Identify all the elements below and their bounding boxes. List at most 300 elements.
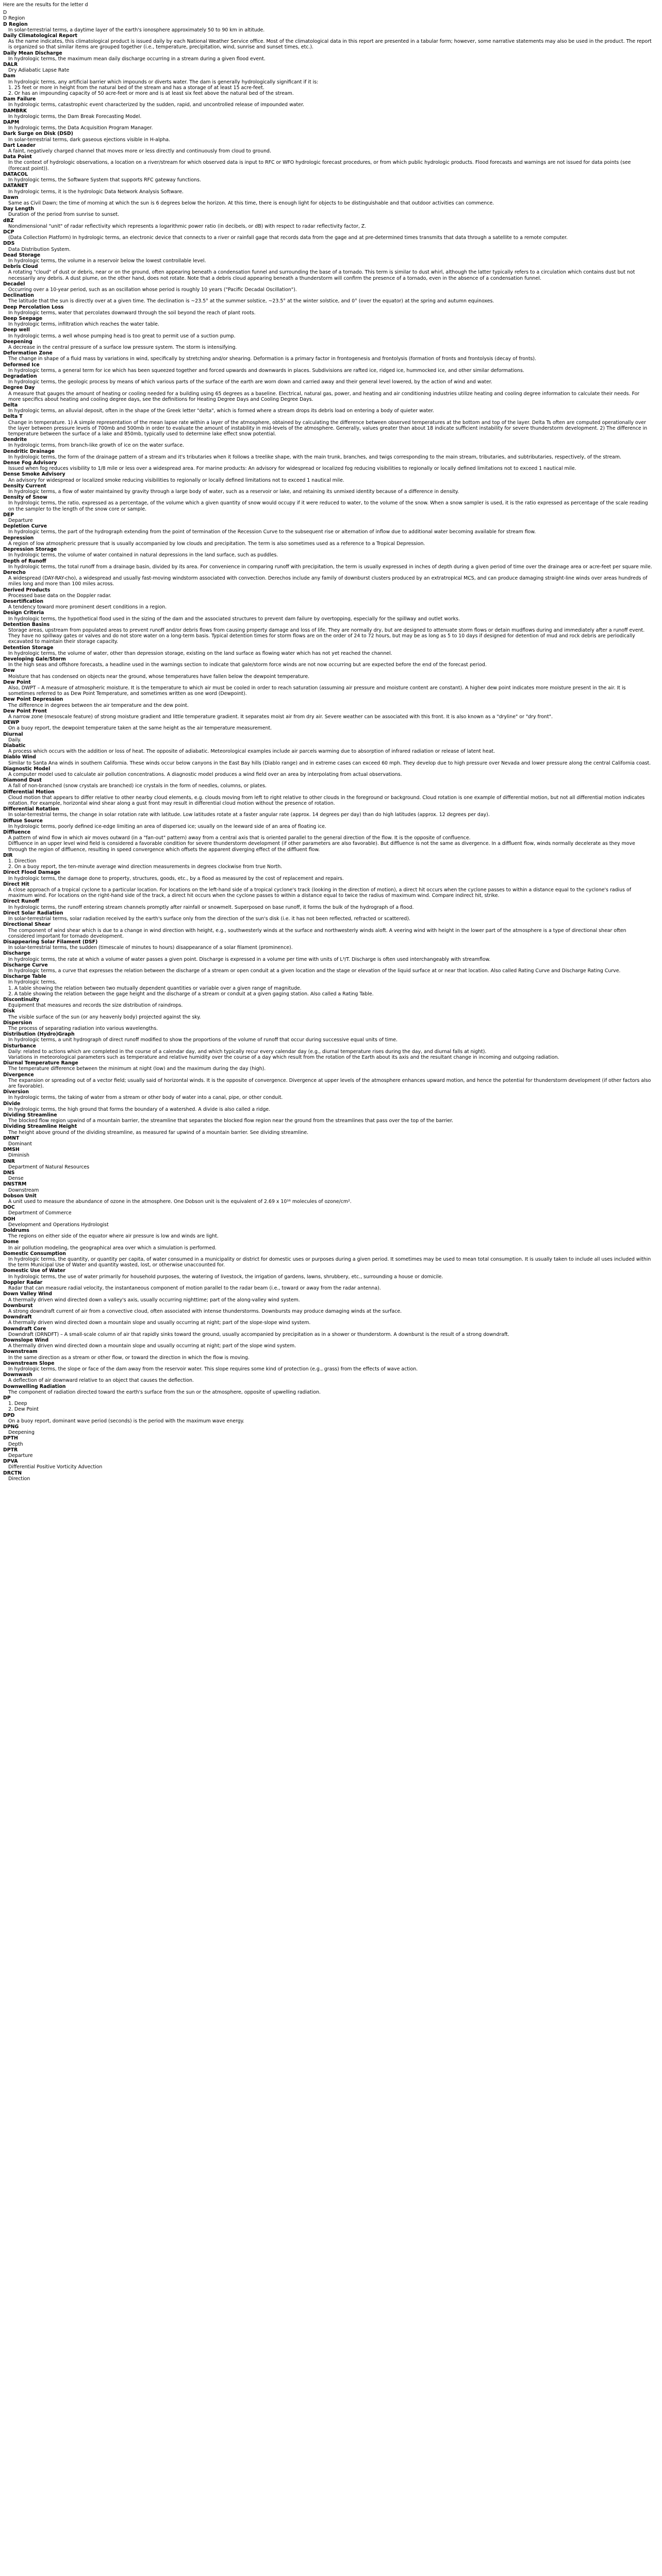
- glossary-definition: On a buoy report, dominant wave period (seconds) is the period with the maximum wave energy.: [8, 1418, 244, 1424]
- glossary-definition: In hydrologic terms, the quantity, or quantity per capita, of water consumed in a municipality or district for domestic uses or purposes during a given period. It sometimes may be used to mean total consumption. It is usually taken to include all uses included within the term Municipal Use of Water and quantity wasted, lost, or otherwise unaccounted for.: [8, 1257, 651, 1268]
- letter-subheading: D Region: [3, 15, 25, 22]
- glossary-definition: 2. On a buoy report, the ten-minute average wind direction measurements in degrees clockwise from true North.: [8, 864, 283, 870]
- glossary-term: Discharge Table: [3, 974, 46, 980]
- glossary-definition: A pattern of wind flow in which air moves outward (in a "fan-out" pattern) away from a central axis that is oriented parallel to the general direction of the flow. It is the opposite of confluence.: [8, 835, 471, 841]
- glossary-term: Dispersion: [3, 1020, 32, 1026]
- glossary-list: [3, 22, 653, 1482]
- glossary-term: Doppler Radar: [3, 1279, 43, 1285]
- glossary-entry: [3, 316, 653, 327]
- glossary-term: Degradation: [3, 374, 37, 379]
- glossary-entry: [3, 645, 653, 656]
- glossary-definition: Downstream: [8, 1187, 39, 1193]
- glossary-entry: [3, 680, 653, 697]
- glossary-definition: A thermally driven wind directed down a mountain slope and usually occurring at night; part of the slope-slope wind system.: [8, 1320, 311, 1326]
- glossary-term: Dam Failure: [3, 96, 36, 103]
- glossary-entry: [3, 437, 653, 448]
- glossary-entry: [3, 587, 653, 599]
- glossary-entry: [3, 610, 653, 621]
- glossary-term: Depression: [3, 535, 34, 541]
- glossary-entry: [3, 1008, 653, 1020]
- glossary-entry: [3, 1435, 653, 1447]
- glossary-entry: [3, 708, 653, 720]
- glossary-entry: [3, 304, 653, 316]
- glossary-definition: Issued when fog reduces visibility to 1/8 mile or less over a widespread area. For marine products: An advisory for widespread or localized fog reducing visibilities to regionally or locally defined limitations not to exceed 1 nautical mile.: [8, 466, 576, 472]
- glossary-term: Dart Leader: [3, 142, 36, 148]
- results-intro: Here are the results for the letter d: [3, 2, 88, 8]
- glossary-definition: Data Distribution System.: [8, 246, 71, 252]
- glossary-term: Depth of Runoff: [3, 558, 46, 564]
- glossary-definition: 2. Dew Point: [8, 1406, 39, 1413]
- glossary-definition: Deepening: [8, 1430, 35, 1436]
- glossary-definition: Storage areas, upstream from populated areas to prevent runoff and/or debris flows from causing property damage and loss of life. They are normally dry, but are designed to attenuate storm flows or detain mudflows during and immediately after a runoff event. They have no spillway gates or valves and do not store water on a long-term basis. Typical detention times for storm flows are on the order of 24 to 72 hours, but may be as long as 5 to 10 days if designed for detention of mud and rock debris are periodically excavated to maintain their storage capacity.: [8, 627, 645, 645]
- glossary-definition: Daily.: [8, 737, 22, 743]
- glossary-entry: [3, 951, 653, 962]
- glossary-term: Deformation Zone: [3, 350, 53, 357]
- glossary-term: Dividing Streamline: [3, 1112, 57, 1118]
- glossary-definition: In hydrologic terms, a flow of water maintained by gravity through a large body of water, such as a reservoir or lake, and retaining its unmixed identity because of a difference in density.: [8, 489, 459, 495]
- glossary-term: Degree Day: [3, 385, 35, 391]
- glossary-term: Domestic Use of Water: [3, 1268, 65, 1274]
- glossary-definition: The component of radiation directed toward the earth's surface from the sun or the atmosphere, opposite of upwelling radiation.: [8, 1389, 321, 1395]
- glossary-term: Detention Basins: [3, 621, 50, 628]
- glossary-term: Disk: [3, 1008, 15, 1014]
- glossary-definition: A computer model used to calculate air pollution concentrations. A diagnostic model produces a wind field over an area by interpolating from actual observations.: [8, 772, 402, 778]
- glossary-definition: A thermally driven wind directed down a valley's axis, usually occurring nighttime; part of the along-valley wind system.: [8, 1297, 300, 1303]
- glossary-term: Downwash: [3, 1372, 32, 1378]
- glossary-definition: Dense: [8, 1176, 24, 1182]
- glossary-definition: In hydrologic terms, a curve that expresses the relation between the discharge of a stream or open conduit at a given location and the stage or elevation of the liquid surface at or near that location. Also called Rating Curve and Discharge Rating Curve.: [8, 968, 621, 974]
- glossary-entry: [3, 1251, 653, 1268]
- glossary-entry: [3, 1228, 653, 1239]
- glossary-term: Dendritic Drainage: [3, 448, 55, 454]
- glossary-entry: [3, 1060, 653, 1072]
- glossary-term: Diabatic: [3, 743, 26, 749]
- glossary-definition: In solar-terrestrial terms, solar radiation received by the earth's surface only from the direction of the sun's disk (i.e. it has not been reflected, refracted or scattered).: [8, 916, 410, 922]
- glossary-entry: [3, 732, 653, 743]
- glossary-entry: [3, 1384, 653, 1395]
- glossary-definition: Variations in meteorological parameters such as temperature and relative humidity over the course of a day which result from the rotation of the Earth about its axis and the resultant change in incoming and outgoing radiation.: [8, 1054, 559, 1060]
- glossary-definition: (Data Collection Platform) In hydrologic terms, an electronic device that connects to a river or rainfall gage that records data from the gage and at pre-determined times transmits that data through a satellite to a remote computer.: [8, 235, 568, 241]
- glossary-definition: A narrow zone (mesoscale feature) of strong moisture gradient and little temperature gradient. It separates moist air from dry air. Severe weather can be associated with this front. It is also known as a "dryline" or "dry front".: [8, 714, 553, 720]
- glossary-definition: In hydrologic terms, the form of the drainage pattern of a stream and it's tributaries when it follows a treelike shape, with the main trunk, branches, and twigs corresponding to the main stream, tributaries, and subtributaries, respectively, of the stream.: [8, 454, 622, 460]
- glossary-definition: Differential Positive Vorticity Advection: [8, 1464, 103, 1470]
- glossary-definition: In hydrologic terms, it is the hydrologic Data Network Analysis Software.: [8, 189, 184, 195]
- glossary-definition: Development and Operations Hydrologist: [8, 1222, 109, 1228]
- glossary-entry: [3, 22, 653, 33]
- glossary-entry: [3, 1303, 653, 1314]
- glossary-term: DRCTN: [3, 1470, 22, 1476]
- glossary-definition: A unit used to measure the abundance of ozone in the atmosphere. One Dobson unit is the equivalent of 2.69 x 10¹⁶ molecules of ozone/cm².: [8, 1199, 352, 1205]
- glossary-definition: In hydrologic terms, the ratio, expressed as a percentage, of the volume which a given quantity of snow would occupy if it were reduced to water, to the volume of the snow. When a snow sampler is used, it is the ratio expressed as percentage of the scale reading on the sampler to the length of the snow core or sample.: [8, 500, 648, 512]
- glossary-term: Distribution (Hydro)Graph: [3, 1031, 75, 1038]
- glossary-definition: A faint, negatively charged channel that moves more or less directly and continuously from cloud to ground.: [8, 148, 271, 155]
- glossary-term: Dew Point Depression: [3, 697, 63, 703]
- glossary-definition: In hydrologic terms, a general term for ice which has been squeezed together and forced upwards and downwards in places. Subdivisions are rafted ice, ridged ice, hummocked ice, and other similar deformations.: [8, 367, 524, 374]
- glossary-entry: [3, 910, 653, 922]
- glossary-definition: Change in temperature. 1) A simple representation of the mean lapse rate within a layer of the atmosphere, obtained by calculating the difference between observed temperatures at the bottom and top of the layer. Delta Ts often are computed operationally over the layer between pressure levels of 700mb and 500mb in order to evaluate the amount of instability in mid-levels of the atmosphere. Generally, values greater than about 18 indicate sufficient instability for severe thunderstorm development. 2) The difference in temperature between the surface of a lake and 850mb, typically used to determine lake effect snow potential.: [8, 419, 648, 437]
- glossary-entry: [3, 1447, 653, 1459]
- glossary-term: Domestic Consumption: [3, 1250, 66, 1257]
- glossary-definition: Department of Natural Resources: [8, 1164, 90, 1170]
- glossary-definition: Duration of the period from sunrise to sunset.: [8, 212, 120, 218]
- glossary-entry: [3, 766, 653, 777]
- glossary-entry: [3, 789, 653, 807]
- glossary-term: Daily Climatological Report: [3, 33, 78, 39]
- glossary-term: Density Current: [3, 483, 46, 489]
- glossary-entry: [3, 870, 653, 881]
- glossary-term: Dew: [3, 668, 15, 674]
- glossary-term: Down Valley Wind: [3, 1291, 52, 1297]
- glossary-term: DEP: [3, 512, 14, 518]
- glossary-entry: [3, 1326, 653, 1337]
- glossary-entry: [3, 154, 653, 172]
- glossary-term: Density of Snow: [3, 495, 47, 501]
- glossary-entry: [3, 754, 653, 766]
- glossary-definition: 1. A table showing the relation between two mutually dependent quantities or variable over a given range of magnitude.: [8, 985, 302, 991]
- glossary-term: Directional Shear: [3, 922, 51, 928]
- glossary-definition: 2. A table showing the relation between the gage height and the discharge of a stream or conduit at a given gaging station. Also called a Rating Table.: [8, 991, 374, 997]
- glossary-definition: The temperature difference between the minimum at night (low) and the maximum during the day (high).: [8, 1066, 266, 1072]
- glossary-definition: In hydrologic terms, water that percolates downward through the soil beyond the reach of plant roots.: [8, 310, 256, 316]
- glossary-term: Downslope Wind: [3, 1337, 49, 1343]
- glossary-term: Diffuse Source: [3, 818, 43, 824]
- glossary-entry: [3, 172, 653, 183]
- glossary-term: Downdraft Core: [3, 1326, 46, 1332]
- glossary-term: Differential Rotation: [3, 806, 59, 812]
- glossary-definition: A process which occurs with the addition or loss of heat. The opposite of adiabatic. Meteorological examples include air parcels warming due to absorption of infrared radiation or release of latent heat.: [8, 749, 495, 755]
- glossary-entry: [3, 252, 653, 264]
- glossary-definition: Departure: [8, 1452, 33, 1459]
- glossary-definition: Department of Commerce: [8, 1210, 72, 1216]
- glossary-term: DPD: [3, 1412, 15, 1418]
- glossary-entry: [3, 1181, 653, 1193]
- glossary-definition: The latitude that the sun is directly over at a given time. The declination is ~23.5° at the summer solstice, ~23.5° at the winter solstice, and 0° (over the equator) at the spring and autumn equinoxes.: [8, 298, 494, 304]
- glossary-term: Debris Cloud: [3, 264, 38, 270]
- glossary-entry: [3, 1413, 653, 1424]
- glossary-entry: [3, 1216, 653, 1228]
- glossary-definition: 1. Direction: [8, 858, 37, 865]
- glossary-entry: [3, 195, 653, 206]
- glossary-entry: [3, 939, 653, 951]
- glossary-definition: A decrease in the central pressure of a surface low pressure system. The storm is intensifying.: [8, 344, 237, 350]
- glossary-term: Discharge: [3, 951, 30, 957]
- glossary-term: DPNG: [3, 1423, 19, 1430]
- glossary-term: Diurnal: [3, 731, 23, 737]
- glossary-definition: In hydrologic terms, a well whose pumping head is too great to permit use of a suction pump.: [8, 333, 236, 339]
- glossary-entry: [3, 599, 653, 610]
- glossary-definition: In the same direction as a stream or other flow, or toward the direction in which the flow is moving.: [8, 1354, 250, 1361]
- letter-heading: D: [3, 10, 7, 16]
- glossary-entry: [3, 547, 653, 558]
- glossary-definition: Same as Civil Dawn; the time of morning at which the sun is 6 degrees below the horizon. At this time, there is enough light for objects to be distinguishable and that outdoor activities can commence.: [8, 200, 494, 206]
- glossary-definition: The component of wind shear which is due to a change in wind direction with height, e.g., southwesterly winds at the surface and northwesterly winds aloft. A veering wind with height in the lower part of the atmosphere is a type of directional shear often considered important for tornado development.: [8, 927, 626, 939]
- glossary-term: DALR: [3, 62, 18, 68]
- glossary-definition: 1. Deep: [8, 1401, 27, 1407]
- glossary-term: Doldrums: [3, 1228, 29, 1234]
- glossary-entry: [3, 1112, 653, 1124]
- glossary-definition: Occurring over a 10-year period, such as an oscillation whose period is roughly 10 years ("Pacific Decadal Oscillation").: [8, 286, 297, 293]
- glossary-term: Deformed Ice: [3, 362, 40, 368]
- glossary-term: Direct Runoff: [3, 899, 39, 905]
- glossary-definition: In hydrologic terms, the taking of water from a stream or other body of water into a canal, pipe, or other conduit.: [8, 1095, 283, 1101]
- glossary-definition: In solar-terrestrial terms, dark gaseous ejections visible in H-alpha.: [8, 137, 171, 143]
- glossary-term: Derecho: [3, 569, 26, 575]
- glossary-entry: [3, 120, 653, 131]
- glossary-term: DNR: [3, 1158, 15, 1164]
- glossary-term: Deep Seepage: [3, 315, 43, 321]
- glossary-term: Disappearing Solar Filament (DSF): [3, 939, 98, 945]
- glossary-term: Deep Percolation Loss: [3, 304, 64, 310]
- glossary-entry: [3, 899, 653, 910]
- glossary-term: Downstream Slope: [3, 1360, 55, 1366]
- glossary-definition: In hydrologic terms, an alluvial deposit, often in the shape of the Greek letter "delta", which is formed where a stream drops its debris load on entering a body of quieter water.: [8, 408, 434, 414]
- glossary-entry: [3, 882, 653, 899]
- glossary-entry: [3, 1089, 653, 1100]
- glossary-entry: [3, 293, 653, 304]
- glossary-term: DATANET: [3, 183, 28, 189]
- glossary-entry: [3, 697, 653, 708]
- glossary-definition: Direction: [8, 1476, 30, 1482]
- glossary-definition: Nondimensional "unit" of radar reflectivity which represents a logarithmic power ratio (in decibels, or dB) with respect to radar reflectivity factor, Z.: [8, 223, 367, 229]
- glossary-definition: As the name indicates, this climatological product is issued daily by each National Weather Service office. Most of the climatological data in this report are presented in a tabular form; however, some narrative statements may also be used in the product. The report is organized so that similar items are grouped together (i.e., temperature, precipitation, wind, sunrise and sunset times, etc.).: [8, 39, 652, 50]
- glossary-entry: [3, 1349, 653, 1360]
- glossary-entry: [3, 535, 653, 547]
- glossary-term: Diurnal Temperature Range: [3, 1060, 78, 1066]
- glossary-entry: [3, 1159, 653, 1170]
- glossary-term: Delta T: [3, 414, 23, 420]
- glossary-term: D Region: [3, 21, 28, 27]
- glossary-entry: [3, 656, 653, 668]
- glossary-entry: [3, 1136, 653, 1147]
- glossary-entry: [3, 1170, 653, 1181]
- glossary-term: Day Length: [3, 206, 35, 212]
- glossary-definition: In hydrologic terms, the maximum mean daily discharge occurring in a stream during a given flood event.: [8, 56, 266, 62]
- glossary-definition: In hydrologic terms, infiltration which reaches the water table.: [8, 321, 159, 328]
- glossary-entry: [3, 922, 653, 939]
- glossary-definition: Equipment that measures and records the size distribution of raindrops.: [8, 1003, 183, 1009]
- glossary-term: DDS: [3, 241, 15, 247]
- glossary-term: Diablo Wind: [3, 754, 36, 760]
- glossary-definition: In hydrologic terms, the slope or face of the dam away from the reservoir water. This slope requires some kind of protection (e.g., grass) from the effects of wave action.: [8, 1366, 418, 1372]
- glossary-entry: [3, 385, 653, 402]
- glossary-entry: [3, 62, 653, 73]
- glossary-definition: In hydrologic terms, poorly defined ice-edge limiting an area of dispersed ice; usually on the leeward side of an area of floating ice.: [8, 823, 326, 829]
- glossary-term: Downdraft: [3, 1314, 32, 1320]
- glossary-entry: [3, 449, 653, 460]
- glossary-term: Deep well: [3, 327, 30, 333]
- glossary-term: Dead Storage: [3, 252, 41, 258]
- glossary-entry: [3, 777, 653, 789]
- glossary-definition: Diminish: [8, 1153, 29, 1159]
- glossary-definition: In hydrologic terms, the volume of water, other than depression storage, existing on the land surface as flowing water which has not yet reached the channel.: [8, 650, 392, 656]
- glossary-entry: [3, 1124, 653, 1135]
- glossary-definition: In hydrologic terms, the runoff entering stream channels promptly after rainfall or snowmelt. Superposed on base runoff, it forms the bulk of the hydrograph of a flood.: [8, 904, 414, 910]
- glossary-definition: In air pollution modeling, the geographical area over which a simulation is performed.: [8, 1245, 217, 1251]
- glossary-entry: [3, 523, 653, 535]
- glossary-term: Dendrite: [3, 437, 27, 443]
- glossary-entry: [3, 1239, 653, 1250]
- glossary-definition: Diffluence in an upper level wind field is considered a favorable condition for severe thunderstorm development (if other parameters are also favorable). But diffluence is not the same as divergence. In a diffluent flow, winds normally decelerate as they move through the region of diffluence, resulting in speed convergence which offsets the apparent diverging effect of the diffluent flow.: [8, 841, 635, 853]
- glossary-definition: In the high seas and offshore forecasts, a headline used in the warnings section to indicate that gale/storm force winds are not now occurring but are expected before the end of the forecast period.: [8, 662, 487, 668]
- glossary-definition: The blocked flow region upwind of a mountain barrier, the streamline that separates the blocked flow region near the ground from the streamlines that pass over the top of the barrier.: [8, 1118, 454, 1124]
- glossary-term: Dew Point Front: [3, 708, 47, 714]
- glossary-definition: In hydrologic terms, the geologic process by means of which various parts of the surface of the earth are worn down and carried away and their general level lowered, by the action of wind and water.: [8, 379, 492, 385]
- glossary-term: Decadel: [3, 281, 25, 287]
- glossary-definition: In hydrologic terms, a unit hydrograph of direct runoff modified to show the proportions of the volume of runoff that occur during successive equal units of time.: [8, 1037, 398, 1043]
- glossary-definition: A rotating "cloud" of dust or debris, near or on the ground, often appearing beneath a condensation funnel and surrounding the base of a tornado. This term is similar to dust whirl, although the latter typically refers to a circulation which contains dust but not necessarily any debris. A dust plume, on the other hand, does not rotate. Note that a debris cloud appearing beneath a thunderstorm will confirm the presence of a tornado, even in the absence of a condensation funnel.: [8, 269, 635, 281]
- glossary-entry: [3, 327, 653, 338]
- glossary-entry: [3, 460, 653, 471]
- glossary-entry: [3, 362, 653, 374]
- glossary-term: Dome: [3, 1239, 19, 1245]
- glossary-term: DAMBRK: [3, 108, 27, 114]
- glossary-definition: The difference in degrees between the air temperature and the dew point.: [8, 702, 189, 708]
- glossary-entry: [3, 264, 653, 281]
- glossary-term: Discontinuity: [3, 996, 40, 1003]
- glossary-entry: [3, 1101, 653, 1112]
- glossary-term: Dam: [3, 73, 15, 79]
- glossary-entry: [3, 1147, 653, 1158]
- glossary-entry: [3, 495, 653, 512]
- glossary-term: Declination: [3, 293, 34, 299]
- glossary-entry: [3, 1291, 653, 1302]
- glossary-definition: In hydrologic terms, from branch-like growth of ice on the water surface.: [8, 443, 184, 449]
- glossary-entry: [3, 570, 653, 587]
- glossary-term: DNS: [3, 1170, 15, 1176]
- glossary-entry: [3, 471, 653, 483]
- glossary-definition: The height above ground of the dividing streamline, as measured far upwind of a mountain barrier. See dividing streamline.: [8, 1129, 309, 1136]
- glossary-definition: Cloud motion that appears to differ relative to other nearby cloud elements, e.g. clouds moving from left to right relative to other clouds in the foreground or background. Cloud rotation is one example of differential motion, but not all differential motion indicates rotation. For example, horizontal wind shear along a gust front may result in differential cloud motion without the presence of rotation.: [8, 794, 645, 807]
- glossary-entry: [3, 558, 653, 570]
- glossary-entry: [3, 829, 653, 853]
- glossary-definition: In hydrologic terms, the Dam Break Forecasting Model.: [8, 113, 142, 120]
- glossary-term: DIR: [3, 852, 13, 858]
- glossary-term: DP: [3, 1395, 11, 1401]
- glossary-entry: [3, 1020, 653, 1031]
- glossary-term: Developing Gale/Storm: [3, 656, 66, 662]
- glossary-definition: In hydrologic terms, catastrophic event characterized by the sudden, rapid, and uncontrolled release of impounded water.: [8, 102, 304, 108]
- glossary-definition: In hydrologic terms, the hypothetical flood used in the sizing of the dam and the associated structures to prevent dam failure by overtopping, especially for the spillway and outlet works.: [8, 616, 460, 622]
- glossary-term: Dense Fog Advisory: [3, 460, 57, 466]
- glossary-definition: Also, DWPT – A measure of atmospheric moisture. It is the temperature to which air must be cooled in order to reach saturation (assuming air pressure and moisture content are constant). A higher dew point indicates more moisture present in the air. It is sometimes referred to as Dew Point Temperature, and sometimes written as one word (Dewpoint).: [8, 685, 626, 697]
- glossary-term: DPTH: [3, 1435, 18, 1442]
- glossary-term: Discharge Curve: [3, 962, 48, 968]
- glossary-definition: In hydrologic terms, the Software System that supports RFC gateway functions.: [8, 177, 201, 183]
- glossary-definition: In hydrologic terms, the rate at which a volume of water passes a given point. Discharge is expressed in a volume per time with units of L³/T. Discharge is often used interchangeably with streamflow.: [8, 956, 491, 962]
- glossary-entry: [3, 414, 653, 437]
- glossary-term: DCP: [3, 229, 14, 235]
- glossary-term: Depletion Curve: [3, 523, 47, 530]
- glossary-term: DATACOL: [3, 171, 28, 177]
- glossary-term: Direct Hit: [3, 881, 29, 887]
- glossary-entry: [3, 622, 653, 645]
- glossary-term: Derived Products: [3, 587, 51, 593]
- glossary-entry: [3, 806, 653, 818]
- glossary-entry: [3, 339, 653, 350]
- glossary-definition: In hydrologic terms, the volume in a reservoir below the lowest controllable level.: [8, 258, 206, 264]
- glossary-entry: [3, 206, 653, 217]
- glossary-entry: [3, 229, 653, 241]
- glossary-term: Depression Storage: [3, 547, 57, 553]
- glossary-definition: The regions on either side of the equator where air pressure is low and winds are light.: [8, 1233, 219, 1240]
- glossary-term: Differential Motion: [3, 789, 55, 795]
- glossary-definition: Moisture that has condensed on objects near the ground, whose temperatures have fallen below the dewpoint temperature.: [8, 673, 310, 680]
- glossary-term: Detention Storage: [3, 645, 54, 651]
- glossary-entry: [3, 374, 653, 385]
- glossary-definition: In hydrologic terms, the damage done to property, structures, goods, etc., by a flood as measured by the cost of replacement and repairs.: [8, 875, 344, 882]
- glossary-entry: [3, 73, 653, 96]
- glossary-definition: A tendency toward more prominent desert conditions in a region.: [8, 604, 167, 611]
- glossary-definition: A thermally driven wind directed down a mountain slope and usually occurring at night; part of the slope wind system.: [8, 1343, 296, 1349]
- glossary-entry: [3, 1280, 653, 1291]
- glossary-term: Delta: [3, 402, 18, 409]
- glossary-definition: Processed base data on the Doppler radar.: [8, 592, 112, 599]
- glossary-term: DAPM: [3, 120, 20, 126]
- glossary-definition: Departure: [8, 518, 33, 524]
- glossary-definition: A widespread (DAY-RAY-cho), a widespread and usually fast-moving windstorm associated with convection. Derechos include any family of downburst clusters produced by an extratropical MCS, and can produce damaging straight-line winds over areas hundreds of miles long and more than 100 miles across.: [8, 575, 648, 587]
- glossary-entry: [3, 512, 653, 523]
- glossary-term: DPTR: [3, 1447, 18, 1453]
- glossary-entry: [3, 241, 653, 252]
- glossary-entry: [3, 1337, 653, 1349]
- glossary-term: Deepening: [3, 338, 32, 345]
- glossary-definition: A strong downdraft current of air from a convective cloud, often associated with intense thunderstorms. Downbursts may produce damaging winds at the surface.: [8, 1308, 402, 1314]
- glossary-entry: [3, 350, 653, 362]
- glossary-entry: [3, 1424, 653, 1435]
- glossary-definition: A deflection of air downward relative to an object that causes the deflection.: [8, 1378, 194, 1384]
- glossary-definition: A fall of non-branched (snow crystals are branched) ice crystals in the form of needles, columns, or plates.: [8, 783, 267, 789]
- glossary-definition: On a buoy report, the dewpoint temperature taken at the same height as the air temperature measurement.: [8, 725, 272, 732]
- glossary-entry: [3, 96, 653, 108]
- glossary-term: Downstream: [3, 1349, 38, 1355]
- glossary-entry: [3, 743, 653, 754]
- glossary-definition: The change in shape of a fluid mass by variations in wind, specifically by stretching and/or shearing. Deformation is a primary factor in frontogenesis and frontolysis (formation of fronts and frontolysis (decay of fronts).: [8, 356, 537, 362]
- glossary-term: DNSTRM: [3, 1181, 27, 1188]
- glossary-definition: In hydrologic terms, the total runoff from a drainage basin, divided by its area. For convenience in comparing runoff with precipitation, the term is usually expressed in inches of depth during a given period of time over the drainage area or acre-feet per square mile.: [8, 564, 652, 570]
- glossary-term: DPVA: [3, 1459, 18, 1465]
- glossary-term: DOC: [3, 1205, 15, 1211]
- glossary-definition: In hydrologic terms, the part of the hydrograph extending from the point of termination of the Recession Curve to the subsequent rise or alternation of inflow due to additional water becoming available for stream flow.: [8, 529, 536, 535]
- glossary-entry: [3, 997, 653, 1008]
- glossary-entry: [3, 818, 653, 829]
- glossary-definition: 2. Or has an impounding capacity of 50 acre-feet or more and is at least six feet above the natural bed of the stream.: [8, 91, 294, 97]
- glossary-definition: Similar to Santa Ana winds in southern California. These winds occur below canyons in the East Bay hills (Diablo range) and in extreme cases can exceed 60 mph. They develop due to high pressure over Nevada and lower pressure along the central California coast.: [8, 760, 651, 766]
- glossary-term: Dense Smoke Advisory: [3, 471, 65, 478]
- glossary-entry: [3, 131, 653, 142]
- glossary-entry: [3, 962, 653, 974]
- glossary-term: Direct Solar Radiation: [3, 910, 63, 916]
- glossary-entry: [3, 1193, 653, 1205]
- glossary-term: Dobson Unit: [3, 1193, 37, 1199]
- glossary-entry: [3, 108, 653, 120]
- glossary-term: Diamond Dust: [3, 777, 42, 784]
- glossary-term: Diagnostic Model: [3, 766, 51, 772]
- glossary-entry: [3, 1031, 653, 1043]
- glossary-definition: Daily: related to actions which are completed in the course of a calendar day, and which typically recur every calendar day (e.g., diurnal temperature rises during the day, and diurnal falls at night).: [8, 1048, 487, 1055]
- glossary-term: Dew Point: [3, 679, 31, 685]
- glossary-definition: In solar-terrestrial terms, a daytime layer of the earth's ionosphere approximately 50 to 90 km in altitude.: [8, 27, 265, 33]
- glossary-entry: [3, 1470, 653, 1482]
- glossary-term: Disturbance: [3, 1043, 36, 1049]
- glossary-definition: In solar-terrestrial terms, the change in solar rotation rate with latitude. Low latitudes rotate at a faster angular rate (approx. 14 degrees per day) than do high latitudes (approx. 12 degrees per day).: [8, 812, 490, 818]
- glossary-entry: [3, 1459, 653, 1470]
- glossary-definition: The process of separating radiation into various wavelengths.: [8, 1025, 158, 1031]
- glossary-entry: [3, 281, 653, 293]
- glossary-term: Data Point: [3, 154, 32, 160]
- glossary-definition: A region of low atmospheric pressure that is usually accompanied by low clouds and precipitation. The term is also sometimes used as a reference to a Tropical Depression.: [8, 540, 425, 547]
- glossary-entry: [3, 1395, 653, 1413]
- glossary-entry: [3, 1043, 653, 1061]
